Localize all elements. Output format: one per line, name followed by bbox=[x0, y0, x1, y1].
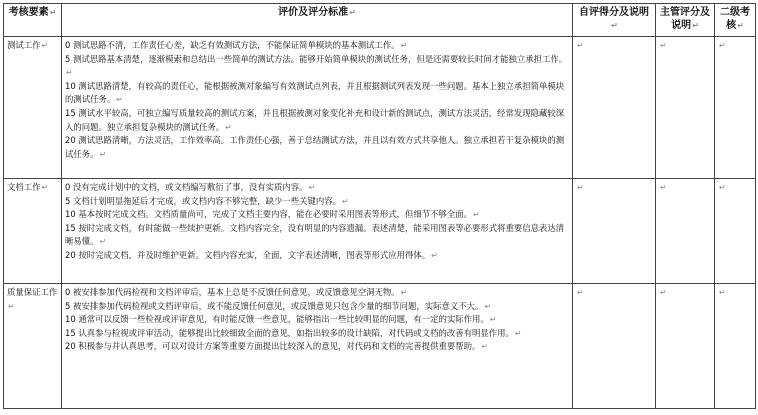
criterion-text: 10 通常可以反馈一些检视或评审意见，有时能反馈一些意见，能够指出一些比较明显的问题，有一定的实际作用。↵ bbox=[65, 314, 497, 325]
level2-cell[interactable]: ↵ bbox=[715, 179, 756, 284]
criterion-text: 15 认真参与检视或评审活动，能够提出比较细致全面的意见，如指出较多的设计缺陷，对代码或文档的改善有明显作用。↵ bbox=[65, 327, 522, 338]
header-row bbox=[4, 4, 756, 37]
table-row bbox=[4, 179, 756, 284]
self-score-cell[interactable]: ↵ bbox=[573, 284, 656, 409]
manager-score-cell[interactable]: ↵ bbox=[656, 179, 715, 284]
header-self-score: 自评得分及说明↵ bbox=[573, 4, 656, 37]
manager-score-cell[interactable]: ↵ bbox=[656, 284, 715, 409]
header-key-element: 考核要素↵ bbox=[4, 4, 62, 37]
header-manager-score: 主管评分及说明↵ bbox=[656, 4, 715, 37]
level2-cell[interactable]: ↵ bbox=[715, 37, 756, 179]
criterion-text: 10 测试思路清楚，有较高的责任心，能根据被测对象编写有效测试点列表，并且根据测试列表发现一些问题。基本上独立承担简单模块的测试任务。↵ bbox=[65, 80, 565, 105]
element-cell: 文档工作↵ bbox=[4, 179, 62, 284]
criterion-text: 10 基本按时完成文档。文档质量尚可，完成了文档主要内容，能在必要时采用图表等形式，但细节不够全面。↵ bbox=[65, 209, 480, 220]
criterion-text: 0 被安排参加代码检视和文档评审后，基本上总是不反馈任何意见，或反馈意见空洞无物。↵ bbox=[65, 287, 408, 297]
criterion-text: 15 按时完成文档，有时能做一些续护更新。文档内容完全，没有明显的内容遗漏。表述清楚，能采用图表等必要形式将重要信息表达清晰易懂。↵ bbox=[65, 222, 565, 247]
self-score-cell[interactable]: ↵ bbox=[573, 37, 656, 179]
criteria-cell bbox=[62, 37, 573, 179]
criterion-text: 5 测试思路基本清楚，逐渐模索和总结出一些简单的测试方法。能够开始简单模块的测试任务，但是还需要较长时间才能独立承担工作。↵ bbox=[65, 53, 568, 78]
criterion-text: 20 按时完成文档，并及时维护更新。文档内容充实，全面，文字表述清晰，图表等形式应用得体。↵ bbox=[65, 249, 438, 260]
element-cell: 质量保证工作↵ bbox=[4, 284, 62, 409]
header-level2: 二级考核↵ bbox=[715, 4, 756, 37]
criteria-cell bbox=[62, 284, 573, 409]
criterion-text: 0 没有完成计划中的文档，或文档编写敷衍了事，没有实质内容。↵ bbox=[65, 182, 316, 192]
criterion-text: 5 文档计划明显拖延后才完成，或文档内容不够完整，缺少一些关键内容。↵ bbox=[65, 195, 349, 206]
self-score-cell[interactable]: ↵ bbox=[573, 179, 656, 284]
criterion-text: 20 积极参与并认真思考，可以对设计方案等重要方面提出比较深入的意见，对代码和文档的完善提供重要帮助。↵ bbox=[65, 341, 489, 352]
header-standard: 评价及评分标准↵ bbox=[62, 4, 573, 37]
level2-cell[interactable]: ↵ bbox=[715, 284, 756, 409]
table-row bbox=[4, 37, 756, 179]
criterion-text: 20 测试思路清晰，方法灵活，工作效率高。工作责任心强，善于总结测试方法，并且以有效方式共享他人。独立承担若干复杂模块的测试任务。↵ bbox=[65, 135, 565, 159]
criterion-text: 15 测试水平较高，可独立编写质量较高的测试方案，并且根据被测对象变化补充和设计新的测试点，测试方法灵活，经常发现隐藏较深入的问题。独立承担复杂模块的测试任务。↵ bbox=[65, 107, 565, 132]
criteria-cell bbox=[62, 179, 573, 284]
element-cell: 测试工作↵ bbox=[4, 37, 62, 179]
criterion-text: 0 测试思路不清，工作责任心差，缺乏有效测试方法，不能保证简单模块的基本测试工作。↵ bbox=[65, 40, 408, 50]
evaluation-table bbox=[3, 3, 756, 409]
manager-score-cell[interactable]: ↵ bbox=[656, 37, 715, 179]
criterion-text: 5 被安排参加代码检视或文档评审后，或不能反馈任何意见，或反馈意见只包含少量的细节问题，实际意义不大。↵ bbox=[65, 300, 492, 311]
table-row bbox=[4, 284, 756, 409]
